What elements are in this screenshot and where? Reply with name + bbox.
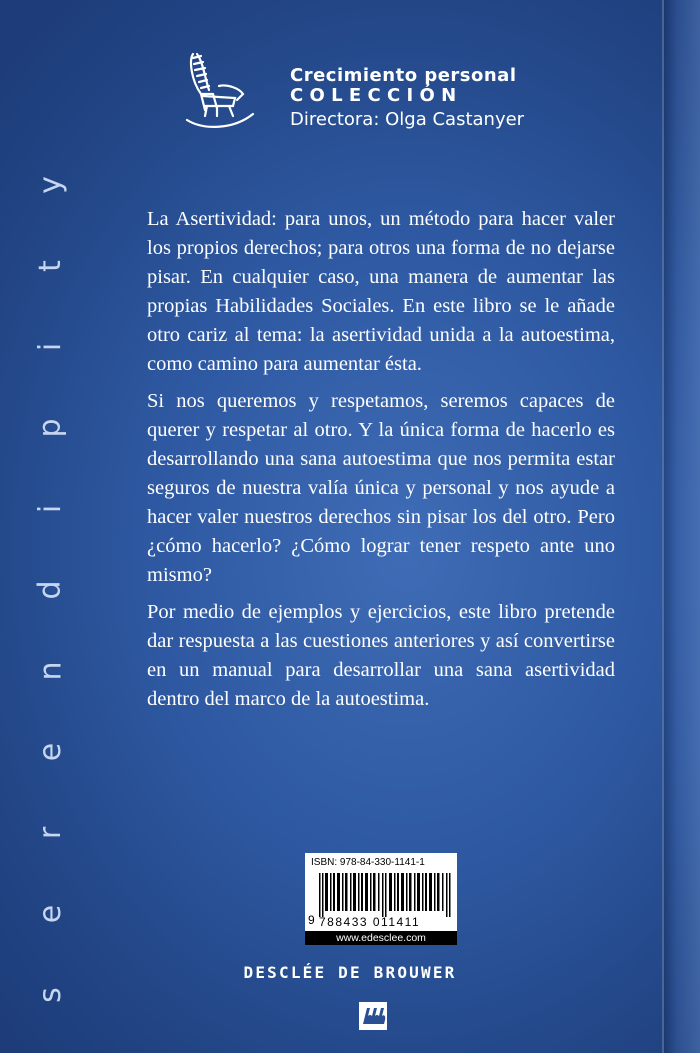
ean-first-digit: 9: [308, 913, 315, 927]
spine-edge: [662, 0, 700, 1053]
collection-name: Crecimiento personal: [290, 65, 517, 86]
blurb-paragraph: Si nos queremos y respetamos, seremos capaces de querer y respetar al otro. Y la única forma de hacerlo es desarrollando una sana autoestima que nos permita estar seguros de nuestra valía única y personal y nos ayude a hacer valer nuestros derechos sin pisar los del otro. Pero ¿cómo hacerlo? ¿Cómo lograr tener respeto ante uno mismo?: [147, 390, 615, 586]
collection-director: Directora: Olga Castanyer: [290, 109, 525, 130]
series-letter: p: [33, 418, 69, 438]
series-letter: e: [33, 904, 68, 924]
blurb-paragraph: La Asertividad: para unos, un método para hacer valer los propios derechos; para otros una forma de no dejarse pisar. En cualquier caso, una manera de aumentar las propias Habilidades Sociales. En este libro se le añade otro cariz al tema: la asertividad unida a la autoestima, como camino para aumentar ésta.: [147, 208, 615, 375]
publisher-name: DESCLÉE DE BROUWER: [243, 963, 457, 982]
spine-fold-line: [662, 0, 664, 1053]
barcode-icon: [319, 873, 451, 917]
series-letter: e: [33, 742, 68, 762]
ean-digits: 788433 011411: [319, 915, 421, 929]
collection-label: COLECCIÓN: [290, 85, 463, 106]
series-letter: d: [33, 580, 69, 600]
ddb-logo-icon: [359, 1002, 387, 1030]
series-letter: y: [33, 176, 69, 194]
barcode-label: [305, 853, 457, 945]
series-letter: n: [33, 661, 69, 681]
publisher-url: www.edesclee.com: [305, 931, 457, 945]
blurb: [147, 205, 615, 722]
series-letter: i: [33, 504, 68, 514]
series-letter: r: [33, 826, 68, 840]
series-letter: s: [33, 987, 69, 1003]
series-letter: t: [32, 260, 68, 272]
series-letter: i: [33, 342, 68, 352]
collection-header: [290, 66, 590, 132]
blurb-paragraph: Por medio de ejemplos y ejercicios, este libro pretende dar respuesta a las cuestiones anteriores y así convertirse en un manual para desarrollar una sana asertividad dentro del marco de la autoestima.: [147, 601, 615, 710]
isbn-text: ISBN: 978-84-330-1141-1: [311, 857, 425, 868]
series-vertical-title: [32, 170, 69, 1010]
rocking-chair-icon: [183, 50, 257, 136]
